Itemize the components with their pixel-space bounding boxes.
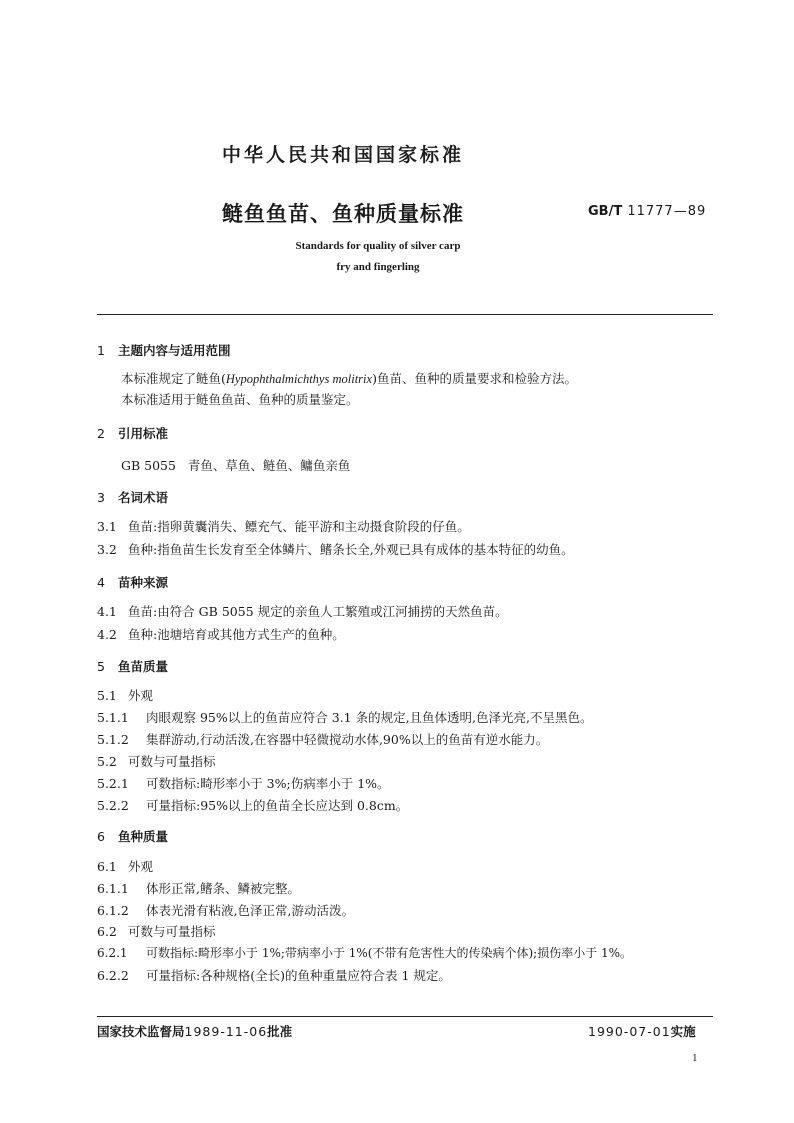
clause-text: 可数与可量指标 bbox=[128, 754, 216, 769]
reference-title: 青鱼、草鱼、鲢鱼、鳙鱼亲鱼 bbox=[187, 458, 351, 473]
clause-number: 5.1 bbox=[97, 688, 117, 703]
clause-text: 鱼种:池塘培育或其他方式生产的鱼种。 bbox=[128, 627, 345, 642]
section-number: 1 bbox=[97, 343, 105, 358]
section-number: 6 bbox=[97, 829, 105, 844]
clause-6-1-1 bbox=[97, 879, 300, 897]
clause-4-2 bbox=[97, 625, 345, 643]
clause-number: 3.2 bbox=[97, 542, 117, 557]
approval-line bbox=[97, 1022, 292, 1040]
clause-6-2 bbox=[97, 922, 216, 940]
section-1-heading bbox=[97, 341, 231, 359]
approval-date: 1989-11-06 bbox=[184, 1024, 268, 1039]
section-4-heading bbox=[97, 573, 168, 591]
section-5-heading bbox=[97, 657, 168, 675]
clause-3-2 bbox=[97, 540, 574, 558]
section-number: 2 bbox=[97, 426, 105, 441]
clause-text: 肉眼观察 95%以上的鱼苗应符合 3.1 条的规定,且鱼体透明,色泽光亮,不呈黑色。 bbox=[146, 710, 593, 725]
clause-number: 4.1 bbox=[97, 604, 117, 619]
clause-5-2-2 bbox=[97, 796, 408, 814]
clause-3-1 bbox=[97, 517, 470, 535]
clause-5-1-2 bbox=[97, 730, 548, 748]
clause-5-1-1 bbox=[97, 708, 593, 726]
clause-number: 6.2 bbox=[97, 924, 117, 939]
section-title: 引用标准 bbox=[118, 426, 169, 441]
paragraph-text: 本标准规定了鲢鱼( bbox=[121, 371, 226, 386]
clause-number: 6.1.1 bbox=[97, 881, 129, 896]
section-1-paragraph-1 bbox=[121, 369, 577, 387]
clause-text: 体形正常,鳍条、鳞被完整。 bbox=[146, 881, 300, 896]
clause-number: 5.1.1 bbox=[97, 710, 129, 725]
clause-text: 可数与可量指标 bbox=[128, 924, 216, 939]
section-2-heading bbox=[97, 424, 168, 442]
clause-5-1 bbox=[97, 686, 153, 704]
national-standard-heading: 中华人民共和国国家标准 bbox=[221, 144, 464, 166]
clause-text: 外观 bbox=[128, 688, 154, 703]
clause-text: 可量指标:95%以上的鱼苗全长应达到 0.8cm。 bbox=[146, 798, 409, 813]
clause-4-1 bbox=[97, 602, 508, 620]
english-title-line1: Standards for quality of silver carp bbox=[295, 240, 461, 252]
section-number: 5 bbox=[97, 659, 105, 674]
clause-number: 6.2.2 bbox=[97, 968, 129, 983]
section-number: 3 bbox=[97, 490, 105, 505]
clause-text: 可数指标:畸形率小于 1%;带病率小于 1%(不带有危害性大的传染病个体);损伤率小于 1%。 bbox=[146, 946, 633, 960]
section-title: 名词术语 bbox=[118, 490, 169, 505]
section-3-heading bbox=[97, 488, 168, 506]
clause-6-1 bbox=[97, 857, 153, 875]
section-1-paragraph-2: 本标准适用于鲢鱼鱼苗、鱼种的质量鉴定。 bbox=[121, 392, 359, 407]
latin-species-name: Hypophthalmichthys molitrix bbox=[225, 372, 373, 386]
clause-text: 体表光滑有粘液,色泽正常,游动活泼。 bbox=[146, 903, 354, 918]
clause-6-2-2 bbox=[97, 966, 451, 984]
reference-code: GB 5055 bbox=[121, 458, 176, 473]
clause-number: 3.1 bbox=[97, 519, 117, 534]
section-title: 主题内容与适用范围 bbox=[118, 343, 231, 358]
implementation-label: 实施 bbox=[670, 1024, 696, 1039]
section-title: 鱼苗质量 bbox=[118, 659, 169, 674]
english-title-line2: fry and fingerling bbox=[336, 261, 420, 273]
approving-authority: 国家技术监督局 bbox=[97, 1024, 185, 1039]
clause-number: 5.2.2 bbox=[97, 798, 129, 813]
clause-text: 外观 bbox=[128, 859, 154, 874]
clause-5-2 bbox=[97, 752, 216, 770]
footer-divider bbox=[97, 1016, 713, 1017]
section-6-heading bbox=[97, 827, 168, 845]
clause-number: 6.2.1 bbox=[97, 946, 128, 960]
page-number: 1 bbox=[692, 1052, 698, 1064]
clause-5-2-1 bbox=[97, 774, 390, 792]
standard-number bbox=[588, 204, 706, 219]
clause-6-2-1 bbox=[97, 944, 632, 961]
clause-number: 6.1 bbox=[97, 859, 117, 874]
clause-text: 可数指标:畸形率小于 3%;伤病率小于 1%。 bbox=[146, 776, 390, 791]
implementation-date: 1990-07-01 bbox=[588, 1024, 671, 1039]
section-title: 苗种来源 bbox=[118, 575, 169, 590]
paragraph-text: )鱼苗、鱼种的质量要求和检验方法。 bbox=[372, 371, 577, 386]
clause-number: 6.1.2 bbox=[97, 903, 129, 918]
clause-text: 鱼种:指鱼苗生长发育至全体鳞片、鳍条长全,外观已具有成体的基本特征的幼鱼。 bbox=[128, 542, 574, 557]
approval-label: 批准 bbox=[267, 1024, 293, 1039]
clause-number: 4.2 bbox=[97, 627, 117, 642]
clause-text: 鱼苗:由符合 GB 5055 规定的亲鱼人工繁殖或江河捕捞的天然鱼苗。 bbox=[128, 604, 508, 619]
clause-6-1-2 bbox=[97, 901, 354, 919]
clause-text: 集群游动,行动活泼,在容器中轻微搅动水体,90%以上的鱼苗有逆水能力。 bbox=[146, 732, 549, 747]
header-divider bbox=[97, 314, 713, 315]
clause-number: 5.1.2 bbox=[97, 732, 129, 747]
reference-standard bbox=[121, 456, 350, 474]
standard-code: 11777—89 bbox=[627, 204, 707, 219]
clause-number: 5.2 bbox=[97, 754, 117, 769]
implementation-line bbox=[588, 1022, 696, 1040]
clause-number: 5.2.1 bbox=[97, 776, 129, 791]
document-title: 鲢鱼鱼苗、鱼种质量标准 bbox=[222, 202, 464, 226]
clause-text: 可量指标:各种规格(全长)的鱼种重量应符合表 1 规定。 bbox=[146, 968, 451, 983]
section-title: 鱼种质量 bbox=[118, 829, 169, 844]
clause-text: 鱼苗:指卵黄囊消失、鳔充气、能平游和主动摄食阶段的仔鱼。 bbox=[128, 519, 470, 534]
section-number: 4 bbox=[97, 575, 105, 590]
standard-prefix: GB/T bbox=[588, 204, 623, 219]
